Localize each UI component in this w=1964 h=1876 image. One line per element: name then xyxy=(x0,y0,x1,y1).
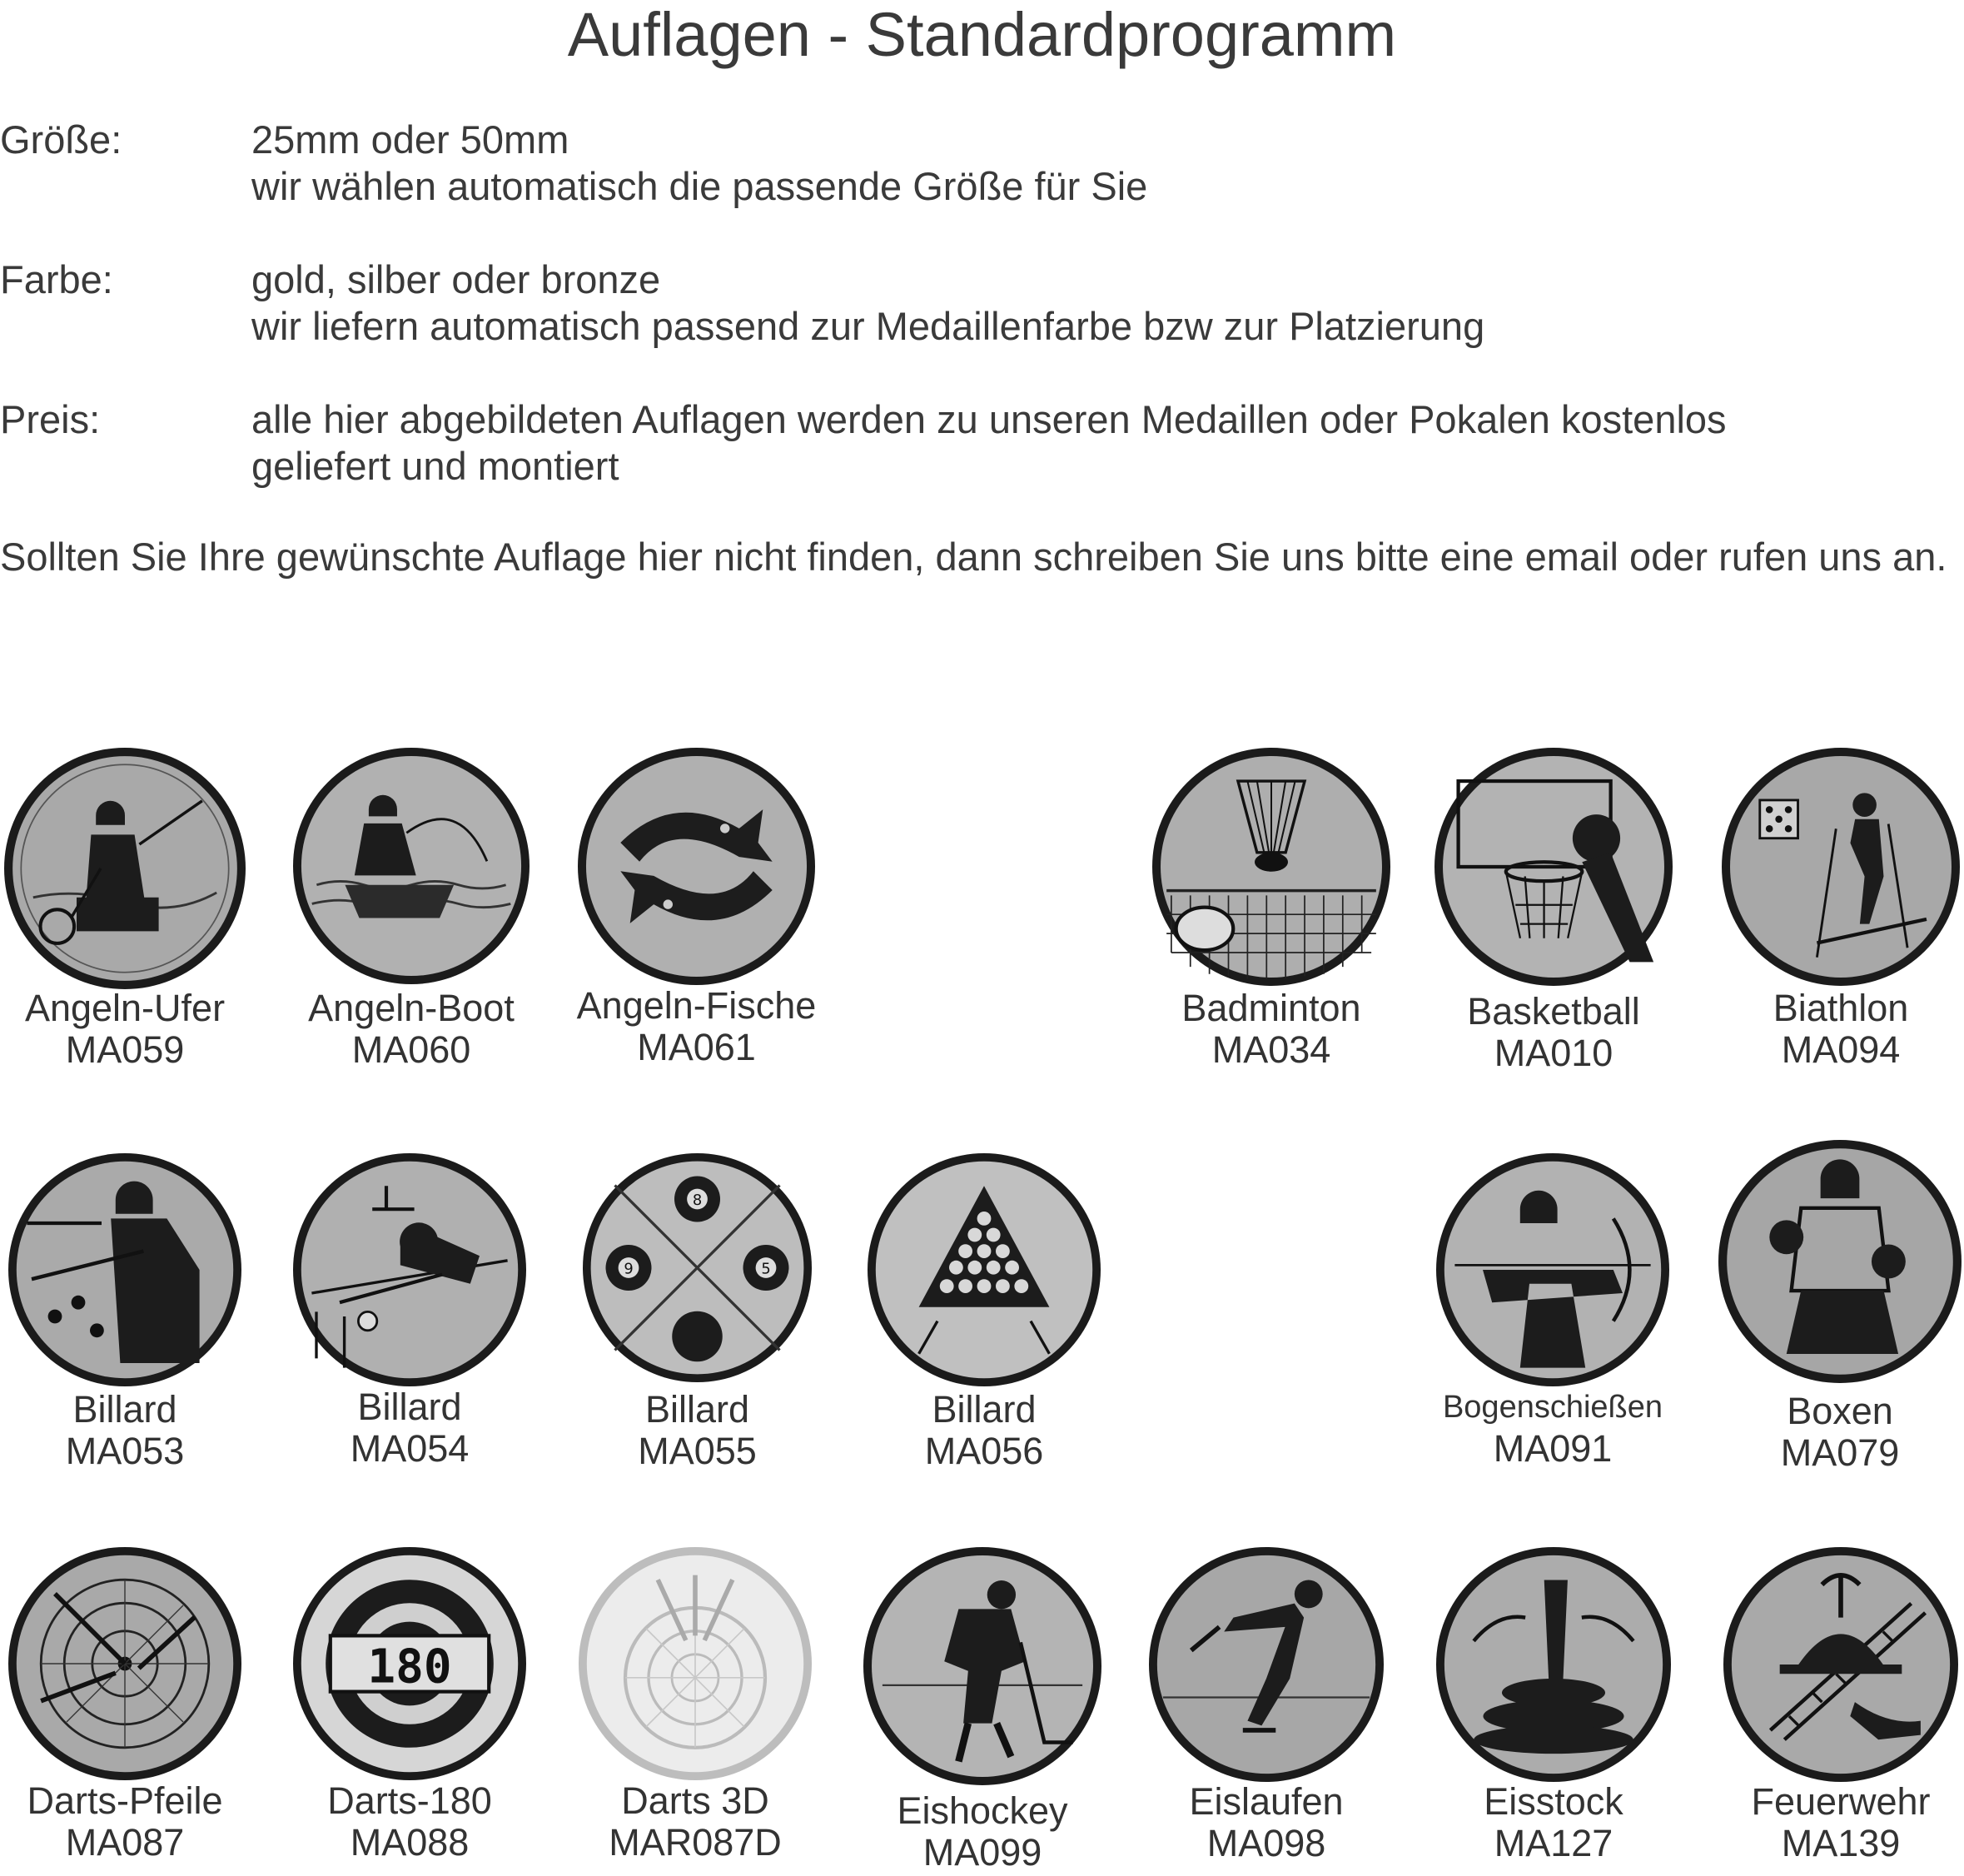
medal-name: Biathlon xyxy=(1773,987,1909,1029)
price-line-1: alle hier abgebildeten Auflagen werden zu unseren Medaillen oder Pokalen kostenlos xyxy=(251,397,1727,441)
color-label: Farbe: xyxy=(0,257,113,301)
medal-name: Darts-Pfeile xyxy=(27,1779,223,1822)
medal-name: Darts-180 xyxy=(327,1779,492,1822)
medal-name: Angeln-Fische xyxy=(576,984,817,1027)
medal-name: Billard xyxy=(72,1388,177,1431)
svg-text:8: 8 xyxy=(692,1191,703,1209)
medal-code: MA060 xyxy=(351,1028,471,1071)
dartboard-180-icon xyxy=(293,1547,526,1780)
medal-caption xyxy=(528,985,865,1068)
medal-caption xyxy=(243,1780,576,1864)
dartboard-3d-icon xyxy=(579,1547,812,1780)
medal-code: MA034 xyxy=(1211,1028,1331,1071)
price-line-2: geliefert und montiert xyxy=(251,444,619,488)
medal-name: Bogenschießen xyxy=(1442,1390,1663,1425)
angler-boat-icon xyxy=(293,748,530,984)
medal-name: Badminton xyxy=(1181,987,1361,1029)
medal-code: MA098 xyxy=(1206,1822,1326,1864)
medal-caption xyxy=(1673,1781,1964,1864)
medal-code: MA056 xyxy=(924,1430,1044,1472)
medal-code: MA087 xyxy=(65,1821,185,1864)
medal-name: Eishockey xyxy=(897,1789,1068,1832)
medal-name: Darts 3D xyxy=(621,1779,769,1822)
medal-code: MA099 xyxy=(922,1831,1042,1874)
medal-name: Basketball xyxy=(1467,990,1640,1033)
medal-code: MA059 xyxy=(65,1028,185,1071)
medal-code: MA091 xyxy=(1493,1427,1613,1470)
medal-name: Boxen xyxy=(1787,1390,1893,1432)
svg-text:5: 5 xyxy=(761,1260,771,1278)
medal-caption xyxy=(529,1780,862,1864)
medal-name: Billard xyxy=(932,1388,1037,1431)
billiard-triangle-icon xyxy=(868,1153,1101,1386)
medal-caption xyxy=(818,1389,1151,1472)
price-label: Preis: xyxy=(0,397,101,441)
biathlon-skier-icon xyxy=(1722,748,1960,986)
page-title: Auflagen - Standardprogramm xyxy=(567,0,1397,69)
medal-caption xyxy=(1668,1391,1964,1474)
medal-code: MA053 xyxy=(65,1430,185,1472)
size-line-1: 25mm oder 50mm xyxy=(251,117,569,162)
contact-note: Sollten Sie Ihre gewünschte Auflage hier nicht finden, dann schreiben Sie uns bitte eine email oder rufen uns an. xyxy=(0,535,1947,579)
medal-code: MA088 xyxy=(350,1821,470,1864)
medal-code: MA055 xyxy=(638,1430,757,1472)
medal-code: MA079 xyxy=(1780,1431,1900,1474)
archer-icon xyxy=(1436,1153,1669,1386)
medal-code: MA127 xyxy=(1494,1822,1613,1864)
medal-caption xyxy=(1386,1781,1721,1864)
medal-name: Angeln-Ufer xyxy=(24,987,226,1029)
shuttlecock-icon xyxy=(1152,748,1390,986)
medal-name: Eisstock xyxy=(1484,1780,1623,1823)
medal-code: MA054 xyxy=(350,1427,470,1470)
color-line-2: wir liefern automatisch passend zur Medaillenfarbe bzw zur Platzierung xyxy=(251,304,1485,348)
svg-text:9: 9 xyxy=(624,1260,634,1278)
billiard-player-icon xyxy=(293,1153,526,1386)
size-label: Größe: xyxy=(0,117,122,162)
boxer-icon xyxy=(1718,1140,1962,1383)
medal-code: MAR087D xyxy=(609,1821,782,1864)
angler-shore-icon xyxy=(4,748,246,989)
curling-stone-icon xyxy=(1436,1547,1671,1782)
medal-code: MA139 xyxy=(1781,1822,1901,1864)
medal-name: Billard xyxy=(644,1388,750,1431)
medal-name: Billard xyxy=(357,1386,462,1428)
firefighter-helmet-icon xyxy=(1723,1547,1958,1782)
medal-caption xyxy=(1099,1781,1434,1864)
speed-skater-icon xyxy=(1149,1547,1384,1782)
medal-caption xyxy=(243,1386,576,1470)
medal-caption xyxy=(533,1389,862,1472)
ice-hockey-icon xyxy=(863,1547,1101,1785)
medal-code: MA094 xyxy=(1781,1028,1901,1071)
billiard-balls-icon xyxy=(583,1153,812,1382)
billiard-player-icon xyxy=(8,1153,241,1386)
fish-pair-icon xyxy=(578,748,815,985)
size-line-2: wir wählen automatisch die passende Größe für Sie xyxy=(251,164,1148,208)
medal-name: Feuerwehr xyxy=(1751,1780,1931,1823)
medal-name: Eislaufen xyxy=(1189,1780,1344,1823)
basketball-hoop-icon xyxy=(1434,748,1673,986)
medal-code: MA061 xyxy=(637,1026,756,1068)
medal-name: Angeln-Boot xyxy=(308,987,515,1029)
color-line-1: gold, silber oder bronze xyxy=(251,257,661,301)
svg-text:180: 180 xyxy=(367,1640,452,1694)
medal-code: MA010 xyxy=(1494,1032,1613,1074)
medal-caption xyxy=(1672,988,1964,1071)
dartboard-icon xyxy=(8,1547,241,1780)
